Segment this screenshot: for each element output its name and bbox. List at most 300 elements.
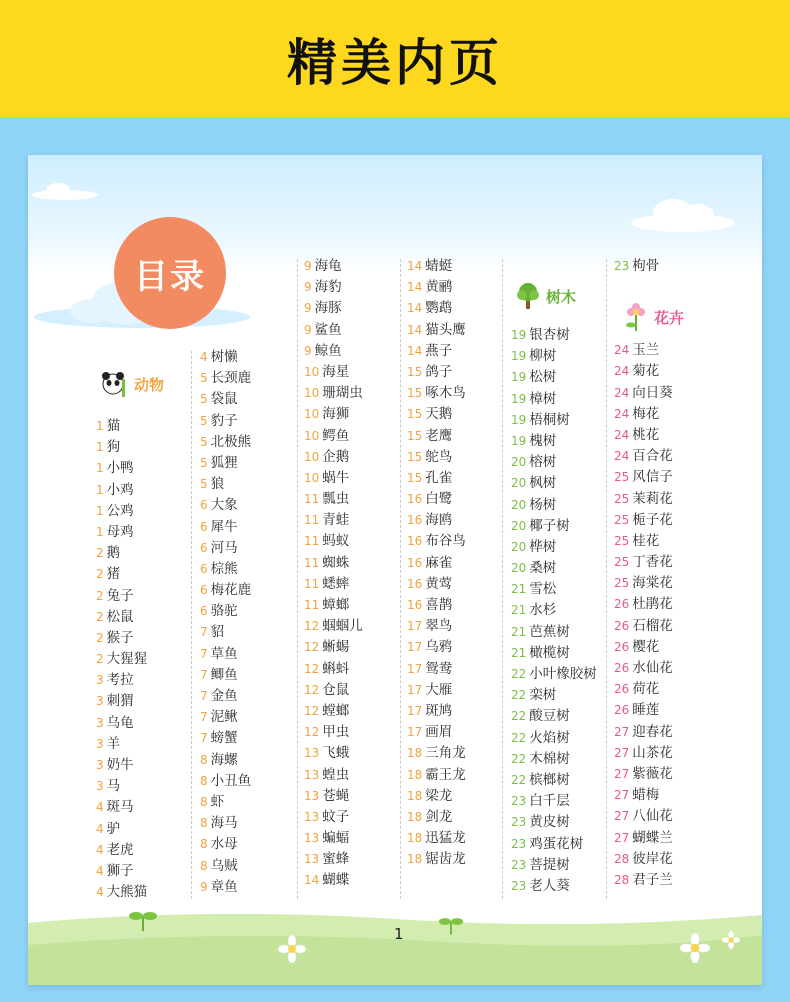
toc-entry-title: 杜鹃花 [632, 596, 673, 613]
toc-entry[interactable] [96, 458, 196, 479]
toc-entry[interactable] [511, 516, 621, 537]
toc-entry[interactable] [304, 637, 404, 658]
toc-entry-page: 2 [96, 609, 104, 624]
toc-entry[interactable] [614, 489, 714, 510]
toc-entry-page: 12 [304, 703, 320, 718]
toc-entry-page: 3 [96, 779, 104, 794]
toc-entry[interactable] [407, 807, 507, 828]
toc-entry[interactable] [407, 722, 507, 743]
toc-entry[interactable] [96, 670, 196, 691]
toc-entry-title: 蝴蝶 [322, 872, 350, 889]
toc-entry-title: 狐狸 [210, 454, 238, 471]
toc-entry[interactable] [304, 510, 404, 531]
toc-entry[interactable] [614, 467, 714, 488]
toc-entry[interactable] [304, 680, 404, 701]
toc-title: 目录 [134, 256, 206, 297]
toc-entry-page: 3 [96, 694, 104, 709]
toc-entry-title: 乌龟 [106, 714, 134, 731]
toc-entry[interactable] [304, 870, 404, 891]
toc-entry-page: 19 [511, 370, 527, 385]
toc-entry[interactable] [304, 320, 404, 341]
toc-entry[interactable] [407, 616, 507, 637]
toc-entry[interactable] [614, 658, 714, 679]
toc-entry[interactable] [407, 701, 507, 722]
toc-entry[interactable] [304, 849, 404, 870]
toc-entry-page: 23 [511, 857, 527, 872]
toc-entry[interactable] [614, 383, 714, 404]
toc-entry[interactable] [96, 713, 196, 734]
toc-entry-page: 14 [407, 259, 423, 273]
toc-entry-page: 19 [511, 349, 527, 364]
toc-entry-title: 大象 [210, 497, 238, 514]
toc-entry-page: 6 [200, 604, 208, 619]
toc-entry-page: 6 [200, 540, 208, 555]
toc-entry[interactable] [511, 410, 621, 431]
category-spacer [614, 277, 714, 340]
toc-entry-title: 画眉 [425, 724, 453, 741]
toc-entry[interactable] [407, 320, 507, 341]
toc-entry[interactable] [200, 368, 300, 389]
toc-entry-page: 18 [407, 852, 423, 867]
toc-entry[interactable] [200, 601, 300, 622]
toc-entry-page: 19 [511, 328, 527, 342]
toc-entry-page: 17 [407, 619, 423, 634]
toc-entry[interactable] [200, 856, 300, 877]
toc-entry-page: 4 [96, 842, 104, 857]
toc-entry[interactable] [407, 637, 507, 658]
toc-entry[interactable] [614, 446, 714, 467]
toc-entry-page: 7 [200, 710, 208, 725]
toc-entry-page: 21 [511, 645, 527, 660]
toc-entry-title: 杨树 [529, 496, 557, 513]
toc-entry[interactable] [614, 828, 714, 849]
toc-entry-title: 甲虫 [322, 724, 350, 741]
toc-entry[interactable] [511, 325, 621, 346]
toc-entry[interactable] [96, 861, 196, 882]
toc-entry-page: 25 [614, 533, 630, 548]
toc-entry-title: 马 [106, 778, 121, 795]
toc-entry[interactable] [511, 791, 621, 812]
toc-entry-page: 18 [407, 767, 423, 782]
toc-entry[interactable] [614, 700, 714, 721]
toc-entry[interactable] [304, 383, 404, 404]
toc-entry-title: 蜥蜴 [322, 639, 350, 656]
toc-column-3 [304, 256, 404, 892]
toc-entry-page: 11 [304, 492, 320, 507]
toc-entry-title: 橄榄树 [529, 644, 570, 661]
toc-entry[interactable] [614, 722, 714, 743]
toc-entry[interactable] [200, 580, 300, 601]
toc-entry[interactable] [614, 361, 714, 382]
toc-entry-title: 海龟 [314, 258, 342, 274]
toc-entry-title: 茉莉花 [632, 490, 673, 507]
toc-entry[interactable] [304, 256, 404, 277]
toc-entry[interactable] [200, 495, 300, 516]
toc-entry[interactable] [304, 362, 404, 383]
toc-entry-title: 鸡蛋花树 [529, 835, 584, 852]
toc-entry-title: 三角龙 [425, 745, 466, 762]
toc-entry[interactable] [200, 728, 300, 749]
toc-entry-title: 槐树 [529, 432, 557, 449]
toc-entry-title: 貂 [210, 624, 225, 641]
toc-entry[interactable] [200, 792, 300, 813]
toc-entry-page: 25 [614, 512, 630, 527]
toc-entry[interactable] [511, 728, 621, 749]
toc-entry-page: 8 [200, 858, 208, 873]
daisy-icon [680, 933, 710, 963]
toc-entry[interactable] [511, 706, 621, 727]
toc-entry-page: 24 [614, 406, 630, 421]
toc-entry[interactable] [200, 771, 300, 792]
toc-entry[interactable] [614, 637, 714, 658]
toc-entry[interactable] [407, 765, 507, 786]
toc-entry-page: 20 [511, 561, 527, 576]
toc-entry-title: 枸骨 [632, 258, 660, 274]
toc-entry[interactable] [511, 876, 621, 897]
toc-entry[interactable] [96, 437, 196, 458]
toc-entry[interactable] [407, 828, 507, 849]
toc-entry[interactable] [200, 834, 300, 855]
toc-entry-page: 7 [200, 667, 208, 682]
toc-entry[interactable] [407, 659, 507, 680]
toc-entry[interactable] [96, 649, 196, 670]
toc-entry[interactable] [511, 495, 621, 516]
toc-entry-page: 22 [511, 688, 527, 703]
toc-entry[interactable] [200, 411, 300, 432]
toc-entry-page: 22 [511, 730, 527, 745]
toc-entry[interactable] [304, 743, 404, 764]
toc-entry[interactable] [96, 564, 196, 585]
toc-entry[interactable] [304, 786, 404, 807]
toc-entry-page: 21 [511, 603, 527, 618]
toc-entry[interactable] [304, 659, 404, 680]
toc-entry[interactable] [96, 755, 196, 776]
toc-entry-title: 猪 [106, 566, 121, 583]
toc-entry-page: 14 [407, 301, 423, 316]
toc-entry[interactable] [200, 538, 300, 559]
toc-entry-page: 26 [614, 618, 630, 633]
toc-entry[interactable] [614, 806, 714, 827]
toc-entry[interactable] [614, 870, 714, 891]
toc-entry-page: 25 [614, 470, 630, 485]
toc-entry-title: 大雁 [425, 681, 453, 698]
toc-entry[interactable] [96, 501, 196, 522]
toc-entry[interactable] [96, 543, 196, 564]
toc-entry-title: 彼岸花 [632, 850, 673, 867]
toc-entry-page: 19 [511, 412, 527, 427]
toc-entry[interactable] [96, 840, 196, 861]
toc-entry[interactable] [304, 277, 404, 298]
toc-entry-title: 鸽子 [425, 363, 453, 380]
toc-entry-title: 喜鹊 [425, 597, 453, 613]
toc-entry-title: 麻雀 [425, 554, 453, 571]
toc-entry[interactable] [200, 432, 300, 453]
toc-entry[interactable] [200, 622, 300, 643]
toc-entry[interactable] [304, 531, 404, 552]
page-number: 1 [394, 925, 404, 943]
toc-entry[interactable] [407, 341, 507, 362]
toc-entry[interactable] [96, 776, 196, 797]
toc-entry[interactable] [96, 416, 196, 437]
toc-entry[interactable] [407, 277, 507, 298]
toc-entry[interactable] [511, 770, 621, 791]
toc-entry[interactable] [304, 468, 404, 489]
toc-entry[interactable] [614, 616, 714, 637]
toc-entry-page: 12 [304, 725, 320, 740]
toc-entry[interactable] [200, 665, 300, 686]
toc-entry[interactable] [96, 628, 196, 649]
toc-entry-page: 12 [304, 661, 320, 676]
toc-entry[interactable] [511, 558, 621, 579]
toc-entry[interactable] [200, 453, 300, 474]
category-flowers-label: 花卉 [654, 308, 685, 327]
toc-entry-title: 斑马 [106, 799, 134, 816]
toc-entry[interactable] [200, 813, 300, 834]
toc-entry[interactable] [200, 517, 300, 538]
sprout-icon [128, 907, 158, 933]
toc-entry-page: 8 [200, 816, 208, 831]
toc-entry[interactable] [614, 425, 714, 446]
toc-entry[interactable] [304, 574, 404, 595]
toc-entry[interactable] [200, 750, 300, 771]
toc-entry-title: 黄莺 [425, 575, 453, 592]
toc-entry-page: 9 [304, 259, 312, 273]
toc-entry-title: 河马 [210, 539, 238, 556]
toc-entry[interactable] [511, 367, 621, 388]
toc-entry-title: 迅猛龙 [425, 830, 466, 847]
toc-entry-title: 考拉 [106, 672, 134, 689]
toc-entry-title: 椰子树 [529, 517, 570, 534]
toc-entry[interactable] [614, 531, 714, 552]
toc-entry[interactable] [511, 834, 621, 855]
toc-entry[interactable] [511, 452, 621, 473]
toc-entry[interactable] [407, 574, 507, 595]
toc-entry-title: 燕子 [425, 342, 453, 359]
toc-entry-page: 17 [407, 682, 423, 697]
toc-entry[interactable] [200, 474, 300, 495]
toc-entry[interactable] [200, 559, 300, 580]
toc-entry[interactable] [407, 510, 507, 531]
toc-entry-page: 10 [304, 449, 320, 464]
toc-entry-page: 9 [304, 322, 312, 337]
toc-entry[interactable] [407, 447, 507, 468]
toc-entry[interactable] [511, 622, 621, 643]
toc-entry[interactable] [96, 607, 196, 628]
toc-entry[interactable] [304, 298, 404, 319]
toc-entry-page: 13 [304, 746, 320, 761]
toc-entry-page: 3 [96, 758, 104, 772]
toc-entry[interactable] [200, 644, 300, 665]
toc-entry[interactable] [200, 389, 300, 410]
toc-entry[interactable] [304, 553, 404, 574]
toc-entry[interactable] [304, 616, 404, 637]
toc-entry-title: 菩提树 [529, 856, 570, 873]
toc-entry-page: 12 [304, 640, 320, 655]
toc-entry[interactable] [407, 256, 507, 277]
toc-entry-title: 石榴花 [632, 617, 673, 634]
toc-entry[interactable] [511, 579, 621, 600]
toc-entry[interactable] [304, 595, 404, 616]
toc-entry[interactable] [614, 849, 714, 870]
toc-entry-page: 14 [407, 322, 423, 337]
toc-entry[interactable] [304, 341, 404, 362]
toc-entry[interactable] [304, 765, 404, 786]
toc-entry-page: 18 [407, 746, 423, 761]
toc-entry-title: 梁龙 [425, 787, 453, 804]
toc-entry[interactable] [407, 595, 507, 616]
toc-entry-page: 23 [511, 794, 527, 809]
toc-entry[interactable] [96, 734, 196, 755]
toc-entry-page: 18 [407, 788, 423, 803]
toc-entry-title: 水仙花 [632, 660, 673, 676]
toc-entry-page: 15 [407, 449, 423, 464]
toc-entry[interactable] [407, 298, 507, 319]
toc-entry-page: 4 [96, 800, 104, 815]
toc-entry[interactable] [614, 573, 714, 594]
toc-entry-page: 9 [200, 879, 208, 894]
toc-entry[interactable] [304, 404, 404, 425]
toc-entry[interactable] [511, 473, 621, 494]
toc-entry[interactable] [407, 468, 507, 489]
toc-entry-title: 蜡梅 [632, 787, 660, 804]
toc-entry-title: 棕熊 [210, 560, 238, 577]
toc-entry-title: 迎春花 [632, 723, 673, 740]
toc-entry[interactable] [96, 522, 196, 543]
toc-entry[interactable] [96, 480, 196, 501]
toc-entry-page: 11 [304, 513, 320, 528]
toc-entry-page: 27 [614, 788, 630, 803]
toc-entry-page: 2 [96, 546, 104, 561]
toc-entry[interactable] [407, 362, 507, 383]
toc-entry-title: 章鱼 [210, 878, 238, 895]
toc-entry-title: 老虎 [106, 841, 134, 858]
toc-entry[interactable] [96, 586, 196, 607]
toc-entry[interactable] [511, 643, 621, 664]
toc-entry[interactable] [407, 489, 507, 510]
toc-entry[interactable] [511, 346, 621, 367]
toc-entry[interactable] [407, 383, 507, 404]
toc-entry[interactable] [200, 707, 300, 728]
toc-entry-page: 13 [304, 852, 320, 867]
toc-entry-title: 翠鸟 [425, 618, 453, 635]
toc-entry[interactable] [614, 764, 714, 785]
cloud-icon [628, 195, 738, 233]
toc-entry[interactable] [511, 664, 621, 685]
toc-entry-page: 5 [200, 434, 208, 449]
toc-entry[interactable] [511, 685, 621, 706]
toc-entry-title: 大猩猩 [106, 651, 148, 668]
toc-entry[interactable] [614, 340, 714, 361]
toc-entry-page: 20 [511, 518, 527, 533]
toc-entry[interactable] [407, 553, 507, 574]
toc-entry-page: 14 [304, 873, 320, 888]
toc-entry-page: 26 [614, 597, 630, 612]
toc-entry-page: 10 [304, 428, 320, 443]
toc-entry[interactable] [304, 828, 404, 849]
toc-entry[interactable] [407, 680, 507, 701]
toc-entry-page: 12 [304, 682, 320, 697]
toc-entry-page: 1 [96, 419, 104, 433]
toc-entry[interactable] [304, 722, 404, 743]
toc-entry-page: 9 [304, 343, 312, 358]
toc-entry-title: 布谷鸟 [425, 533, 466, 550]
toc-entry-title: 鸵鸟 [425, 448, 453, 465]
toc-entry-title: 豹子 [210, 412, 238, 429]
toc-entry[interactable] [96, 691, 196, 712]
toc-entry-page: 27 [614, 724, 630, 739]
toc-entry[interactable] [511, 812, 621, 833]
toc-entry-page: 26 [614, 661, 630, 675]
toc-entry[interactable] [511, 389, 621, 410]
toc-entry-title: 蜜蜂 [322, 851, 350, 868]
toc-column-1 [96, 416, 196, 903]
toc-entry-page: 7 [200, 689, 208, 703]
toc-entry[interactable] [614, 743, 714, 764]
toc-entry-page: 17 [407, 640, 423, 655]
toc-entry[interactable] [614, 256, 714, 277]
toc-entry-page: 16 [407, 576, 423, 591]
toc-entry[interactable] [200, 347, 300, 368]
toc-entry[interactable] [304, 701, 404, 722]
panda-icon [100, 369, 130, 399]
toc-entry[interactable] [614, 679, 714, 700]
toc-entry[interactable] [304, 807, 404, 828]
toc-entry-title: 泥鳅 [210, 709, 238, 726]
toc-entry[interactable] [304, 489, 404, 510]
toc-entry[interactable] [96, 819, 196, 840]
toc-entry[interactable] [304, 426, 404, 447]
toc-entry[interactable] [511, 431, 621, 452]
toc-entry-title: 蝗虫 [322, 766, 350, 783]
toc-entry[interactable] [614, 552, 714, 573]
toc-entry-title: 水杉 [529, 602, 557, 619]
toc-entry[interactable] [614, 594, 714, 615]
toc-entry[interactable] [407, 426, 507, 447]
toc-entry-page: 13 [304, 767, 320, 782]
toc-entry-page: 28 [614, 872, 630, 887]
toc-entry[interactable] [407, 531, 507, 552]
toc-entry-page: 18 [407, 831, 423, 846]
toc-entry[interactable] [96, 882, 196, 903]
toc-entry[interactable] [200, 877, 300, 898]
toc-entry[interactable] [407, 849, 507, 870]
toc-entry[interactable] [614, 510, 714, 531]
category-animals [100, 369, 164, 399]
toc-entry[interactable] [511, 600, 621, 621]
toc-entry-title: 水母 [210, 836, 238, 853]
toc-entry[interactable] [614, 404, 714, 425]
toc-entry[interactable] [304, 447, 404, 468]
toc-entry[interactable] [200, 686, 300, 707]
toc-entry[interactable] [96, 797, 196, 818]
toc-entry-page: 5 [200, 371, 208, 386]
toc-entry[interactable] [614, 785, 714, 806]
toc-entry-title: 蟑螂 [322, 597, 350, 613]
toc-entry[interactable] [407, 404, 507, 425]
toc-entry[interactable] [511, 537, 621, 558]
toc-entry-page: 25 [614, 555, 630, 570]
toc-entry-title: 苍蝇 [322, 787, 350, 804]
category-animals-label: 动物 [134, 375, 165, 394]
toc-entry[interactable] [407, 786, 507, 807]
toc-entry[interactable] [511, 855, 621, 876]
toc-entry-page: 20 [511, 476, 527, 491]
toc-entry-title: 锯齿龙 [425, 851, 466, 868]
toc-entry-page: 23 [511, 815, 527, 830]
toc-entry[interactable] [511, 749, 621, 770]
toc-column-4 [407, 256, 507, 870]
toc-entry[interactable] [407, 743, 507, 764]
